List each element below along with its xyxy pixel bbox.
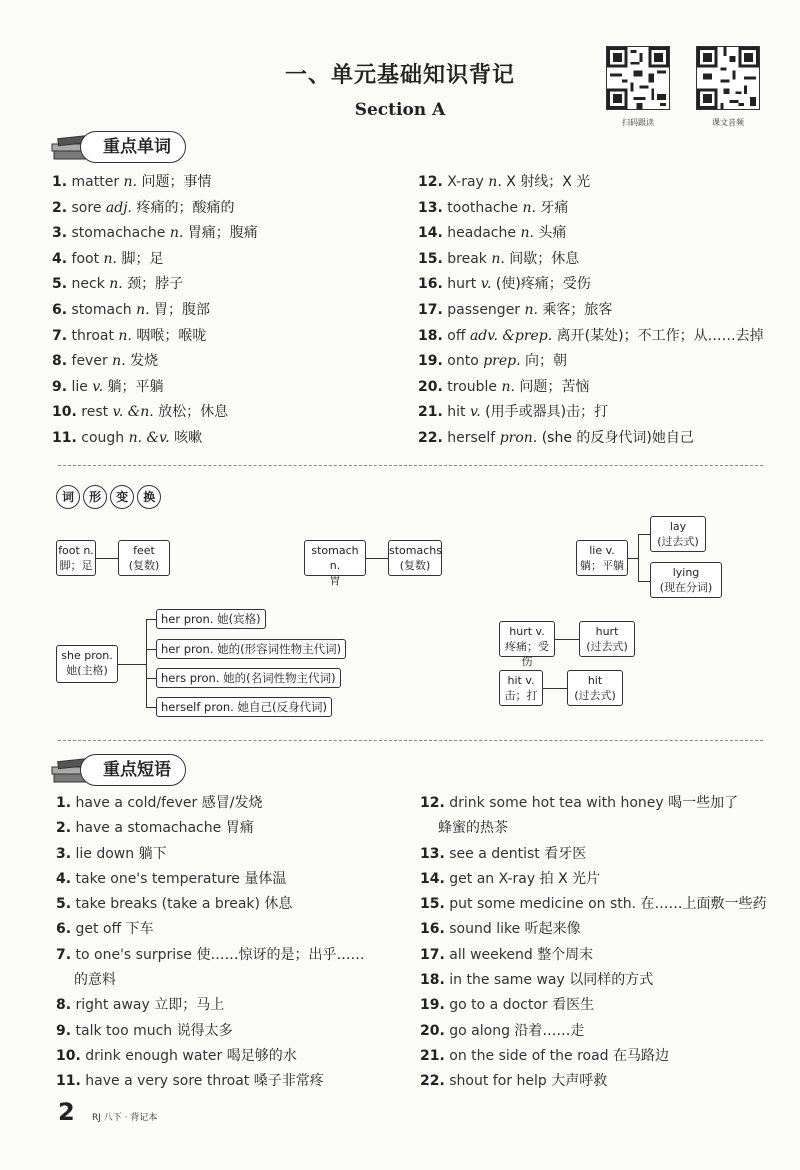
item-en: passenger: [447, 301, 521, 318]
section-divider: [58, 740, 763, 741]
item-num: 1.: [52, 174, 68, 190]
list-item: [418, 375, 764, 401]
item-num: 11.: [56, 1073, 81, 1090]
item-num: 22.: [420, 1073, 445, 1090]
form-lie-past-cn: (过去式): [657, 535, 699, 548]
form-hit-source-en: hit v.: [507, 674, 535, 687]
form-lie-source: [576, 540, 628, 576]
item-pos: n.: [123, 174, 138, 190]
item-num: 13.: [420, 845, 445, 862]
word-forms-char: 词: [56, 485, 80, 509]
form-hit-source-cn: 击；打: [504, 689, 538, 702]
form-lie-past: [650, 516, 706, 552]
item-cn: 脚；足: [121, 250, 164, 267]
item-num: 21.: [418, 404, 443, 421]
item-en: get off: [75, 921, 122, 938]
item-cn: 蜂蜜的热茶: [438, 820, 508, 837]
list-item: [420, 1069, 767, 1094]
item-cn: 量体温: [244, 870, 287, 887]
list-item: [418, 247, 764, 273]
item-num: 10.: [52, 404, 77, 421]
item-pos: v. &n.: [112, 404, 154, 421]
list-item: [420, 816, 767, 841]
list-item: [420, 1019, 767, 1044]
qr-code-text-audio[interactable]: [696, 46, 760, 110]
connector: [96, 558, 118, 559]
item-cn: 问题；苦恼: [519, 378, 590, 395]
form-foot-plural-cn: (复数): [128, 559, 160, 572]
item-num: 19.: [418, 353, 443, 370]
form-stomach-source-en: stomach n.: [311, 544, 359, 572]
item-cn: 咽喉；喉咙: [136, 327, 207, 344]
form-lie-past-en: lay: [669, 520, 687, 533]
form-hit-past-cn: (过去式): [574, 689, 616, 702]
item-pos: n.: [524, 301, 538, 318]
form-stomach-plural-en: stomachs: [389, 544, 442, 557]
list-item: [56, 816, 364, 841]
form-hurt-source: [499, 621, 555, 668]
item-cn: 离开(某处)；不工作；从……去掉: [556, 327, 764, 344]
item-num: 18.: [420, 972, 445, 989]
list-item: [56, 867, 364, 892]
item-num: 7.: [52, 327, 68, 344]
connector: [146, 619, 147, 708]
item-cn: 胃痛；腹痛: [187, 225, 258, 242]
item-en: sound like: [449, 921, 521, 938]
form-she-item-en: hers pron.: [161, 671, 220, 685]
word-forms-char: 换: [137, 485, 161, 509]
form-she-source-en: she pron.: [61, 649, 113, 662]
list-item: [52, 221, 258, 247]
item-num: 16.: [420, 921, 445, 938]
item-num: 14.: [420, 870, 445, 887]
item-cn: 躺；平躺: [107, 378, 164, 395]
item-en: headache: [447, 225, 516, 242]
form-foot-plural: [118, 540, 170, 576]
item-num: 9.: [52, 378, 68, 395]
item-num: 16.: [418, 276, 443, 293]
item-cn: 颈；脖子: [127, 276, 184, 293]
list-item: [56, 791, 364, 816]
list-item: [56, 917, 364, 942]
word-forms-char: 形: [83, 485, 107, 509]
list-item: [56, 1044, 364, 1069]
item-en: herself: [447, 429, 496, 446]
item-num: 1.: [56, 795, 72, 811]
item-num: 17.: [420, 946, 445, 963]
item-pos: prep.: [483, 353, 521, 370]
item-cn: (she 的反身代词)她自己: [541, 429, 694, 446]
item-pos: adv. &prep.: [469, 327, 553, 344]
item-en: have a stomachache: [75, 820, 222, 837]
item-cn: 胃痛: [225, 820, 254, 837]
connector: [638, 534, 650, 535]
connector: [146, 707, 156, 708]
item-en: trouble: [447, 378, 498, 395]
form-hurt-past-cn: (过去式): [586, 640, 628, 653]
item-num: 5.: [56, 896, 72, 913]
form-hurt-source-cn: 疼痛；受伤: [505, 640, 549, 668]
item-cn: 看牙医: [544, 845, 587, 862]
item-en: X-ray: [447, 174, 484, 190]
item-cn: X 射线；X 光: [506, 174, 591, 190]
item-en: drink some hot tea with honey: [449, 795, 664, 811]
item-cn: 嗓子非常疼: [253, 1073, 324, 1090]
list-item: [418, 298, 764, 324]
phrase-list-left: [56, 791, 364, 1095]
item-en: on the side of the road: [449, 1047, 609, 1064]
item-cn: 整个周末: [537, 946, 594, 963]
item-pos: n.: [109, 276, 123, 293]
connector: [366, 558, 388, 559]
list-item: [418, 272, 764, 298]
qr-right-caption: 课文音频: [712, 118, 744, 127]
item-cn: 感冒/发烧: [201, 795, 263, 811]
item-en: get an X-ray: [449, 870, 536, 887]
vocab-list-right: [418, 170, 764, 452]
item-cn: 使……惊讶的是；出乎……: [196, 946, 365, 963]
form-foot-source: [56, 540, 96, 576]
item-pos: pron.: [499, 429, 538, 446]
item-num: 12.: [418, 174, 443, 190]
list-item: [56, 1069, 364, 1094]
item-cn: 发烧: [130, 353, 159, 370]
form-she-item-en: her pron.: [161, 612, 214, 626]
page-number: 2: [58, 1098, 75, 1126]
item-cn: 疼痛的；酸痛的: [136, 199, 235, 216]
item-en: talk too much: [75, 1022, 173, 1039]
item-en: rest: [81, 404, 109, 421]
item-cn: 看医生: [552, 997, 595, 1014]
section-divider: [58, 465, 763, 466]
item-num: 12.: [420, 795, 445, 811]
item-en: in the same way: [449, 972, 565, 989]
item-en: shout for help: [449, 1073, 547, 1090]
form-she-reflexive: [156, 697, 332, 717]
item-cn: 问题；事情: [141, 174, 212, 190]
item-cn: 放松；休息: [158, 404, 229, 421]
list-item: [418, 426, 764, 452]
form-lie-participle-cn: (现在分词): [659, 581, 713, 594]
book-label: RJ 八下 · 背记本: [92, 1113, 158, 1123]
list-item: [52, 324, 258, 350]
form-she-item-en: herself pron.: [161, 700, 234, 714]
list-item: [52, 170, 258, 196]
item-en: throat: [71, 327, 114, 344]
connector: [555, 639, 579, 640]
list-item: [52, 272, 258, 298]
item-num: 2.: [56, 820, 72, 837]
item-num: 6.: [52, 301, 68, 318]
item-en: take breaks (take a break): [75, 896, 260, 913]
list-item: [52, 349, 258, 375]
form-stomach-plural: [388, 540, 442, 576]
list-item: [420, 993, 767, 1018]
list-item: [52, 196, 258, 222]
item-cn: 躺下: [138, 845, 167, 862]
item-num: 2.: [52, 199, 68, 216]
item-num: 4.: [56, 870, 72, 887]
form-she-source-cn: 她(主格): [66, 664, 108, 677]
item-cn: 下车: [125, 921, 154, 938]
item-cn: 喝足够的水: [226, 1047, 297, 1064]
item-cn: 立即；马上: [154, 997, 225, 1014]
list-item: [420, 968, 767, 993]
item-cn: 说得太多: [176, 1022, 233, 1039]
list-item: [420, 1044, 767, 1069]
item-pos: n.: [522, 199, 536, 216]
form-lie-source-en: lie v.: [589, 544, 615, 557]
item-cn: (用手或器具)击；打: [485, 404, 609, 421]
form-she-object: [156, 609, 266, 629]
item-en: to one's surprise: [75, 946, 193, 963]
form-she-item-cn: 她(宾格): [217, 612, 261, 626]
item-num: 15.: [418, 250, 443, 267]
item-cn: 拍 X 光片: [539, 870, 601, 887]
form-foot-plural-en: feet: [133, 544, 155, 557]
item-en: see a dentist: [449, 845, 540, 862]
form-she-item-cn: 她自己(反身代词): [237, 700, 327, 714]
item-cn: 乘客；旅客: [542, 301, 613, 318]
item-en: drink enough water: [85, 1047, 223, 1064]
item-pos: n. &v.: [128, 429, 170, 446]
form-hit-past: [567, 670, 623, 706]
item-en: off: [447, 327, 466, 344]
item-cn: 在马路边: [613, 1047, 670, 1064]
item-cn: 向；朝: [525, 353, 568, 370]
item-num: 21.: [420, 1047, 445, 1064]
list-item: [52, 375, 258, 401]
list-item: [420, 791, 767, 816]
connector: [146, 649, 156, 650]
item-en: sore: [71, 199, 102, 216]
item-cn: 咳嗽: [174, 429, 203, 446]
item-cn: 胃；腹部: [154, 301, 211, 318]
item-cn: 的意料: [74, 972, 116, 989]
item-num: 8.: [52, 353, 68, 370]
form-she-possessive-pron: [156, 668, 341, 688]
form-she-item-en: her pron.: [161, 642, 214, 656]
item-en: go to a doctor: [449, 997, 548, 1014]
list-item: [418, 400, 764, 426]
item-en: neck: [71, 276, 105, 293]
form-lie-participle-en: lying: [672, 566, 700, 579]
form-hit-source: [499, 670, 543, 706]
item-pos: v.: [92, 378, 104, 395]
list-item: [56, 1019, 364, 1044]
item-num: 15.: [420, 896, 445, 913]
item-pos: n.: [488, 174, 502, 190]
item-cn: 在……上面敷一些药: [640, 896, 767, 913]
item-pos: n.: [491, 250, 505, 267]
item-num: 18.: [418, 327, 443, 344]
item-en: foot: [71, 250, 100, 267]
item-en: stomachache: [71, 225, 166, 242]
item-num: 17.: [418, 301, 443, 318]
list-item: [56, 968, 364, 993]
page-title: 一、单元基础知识背记: [284, 63, 515, 88]
list-item: [418, 170, 764, 196]
item-en: right away: [75, 997, 150, 1014]
item-cn: (使)疼痛；受伤: [495, 276, 591, 293]
list-item: [56, 943, 364, 968]
form-stomach-source-cn: 胃: [329, 574, 341, 587]
form-stomach-source: [304, 540, 366, 587]
connector: [543, 688, 567, 689]
item-pos: adj.: [105, 199, 132, 216]
list-item: [418, 324, 764, 350]
item-num: 3.: [56, 845, 72, 862]
list-item: [52, 400, 258, 426]
item-num: 13.: [418, 199, 443, 216]
item-cn: 间歇；休息: [509, 250, 580, 267]
list-item: [56, 993, 364, 1018]
item-en: put some medicine on sth.: [449, 896, 637, 913]
form-lie-present-participle: [650, 562, 722, 598]
list-item: [52, 426, 258, 452]
form-lie-source-cn: 躺；平躺: [580, 559, 624, 572]
list-item: [420, 867, 767, 892]
phrase-section-label: 重点短语: [80, 754, 186, 786]
form-she-item-cn: 她的(名词性物主代词): [223, 671, 336, 685]
list-item: [56, 892, 364, 917]
list-item: [418, 221, 764, 247]
item-cn: 大声呼救: [551, 1073, 608, 1090]
connector: [638, 581, 650, 582]
word-forms-label: [56, 485, 159, 509]
item-num: 19.: [420, 997, 445, 1014]
connector: [146, 678, 156, 679]
qr-code-follow-reading[interactable]: [606, 46, 670, 110]
phrase-list-right: [420, 791, 767, 1095]
list-item: [420, 842, 767, 867]
page-subtitle: Section A: [354, 100, 446, 120]
item-en: hurt: [447, 276, 477, 293]
list-item: [418, 349, 764, 375]
item-en: fever: [71, 353, 108, 370]
form-hurt-source-en: hurt v.: [509, 625, 545, 638]
item-pos: v.: [469, 404, 481, 421]
item-en: take one's temperature: [75, 870, 240, 887]
item-en: hit: [447, 404, 466, 421]
form-hurt-past-en: hurt: [595, 625, 619, 638]
qr-left-caption: 扫码跟读: [622, 118, 654, 127]
list-item: [52, 247, 258, 273]
item-pos: v.: [480, 276, 492, 293]
list-item: [420, 943, 767, 968]
form-hurt-past: [579, 621, 635, 657]
item-en: cough: [81, 429, 125, 446]
item-en: lie down: [75, 845, 135, 862]
list-item: [56, 842, 364, 867]
list-item: [420, 892, 767, 917]
vocab-list-left: [52, 170, 258, 452]
item-num: 4.: [52, 250, 68, 267]
form-foot-source-en: foot n.: [58, 544, 94, 557]
item-num: 10.: [56, 1047, 81, 1064]
item-num: 22.: [418, 429, 443, 446]
item-cn: 牙痛: [540, 199, 569, 216]
item-cn: 休息: [264, 896, 293, 913]
connector: [638, 534, 639, 582]
item-en: have a cold/fever: [75, 795, 198, 811]
word-forms-char: 变: [110, 485, 134, 509]
item-cn: 以同样的方式: [569, 972, 654, 989]
item-num: 9.: [56, 1022, 72, 1039]
item-num: 11.: [52, 429, 77, 446]
connector: [118, 664, 146, 665]
item-num: 20.: [418, 378, 443, 395]
item-num: 7.: [56, 946, 72, 963]
list-item: [418, 196, 764, 222]
form-she-item-cn: 她的(形容词性物主代词): [217, 642, 342, 656]
item-pos: n.: [501, 378, 515, 395]
item-en: onto: [447, 353, 479, 370]
item-num: 5.: [52, 276, 68, 293]
item-cn: 听起来像: [524, 921, 581, 938]
item-num: 3.: [52, 225, 68, 242]
item-num: 20.: [420, 1022, 445, 1039]
vocab-section-label: 重点单词: [80, 131, 186, 163]
item-pos: n.: [112, 353, 126, 370]
item-en: go along: [449, 1022, 510, 1039]
list-item: [52, 298, 258, 324]
item-pos: n.: [103, 250, 117, 267]
list-item: [420, 917, 767, 942]
item-en: break: [447, 250, 487, 267]
item-en: lie: [71, 378, 88, 395]
item-pos: n.: [118, 327, 132, 344]
item-pos: n.: [520, 225, 534, 242]
item-cn: 喝一些加了: [668, 795, 739, 811]
item-pos: n.: [136, 301, 150, 318]
form-hit-past-en: hit: [587, 674, 603, 687]
form-she-possessive-adj: [156, 639, 346, 659]
item-en: stomach: [71, 301, 132, 318]
item-cn: 沿着……走: [514, 1022, 585, 1039]
form-foot-source-cn: 脚；足: [59, 559, 93, 572]
connector: [628, 558, 638, 559]
connector: [146, 619, 156, 620]
item-num: 6.: [56, 921, 72, 938]
item-en: have a very sore throat: [85, 1073, 250, 1090]
item-en: toothache: [447, 199, 519, 216]
item-en: all weekend: [449, 946, 533, 963]
item-num: 8.: [56, 997, 72, 1014]
item-pos: n.: [169, 225, 184, 242]
form-she-source: [56, 645, 118, 683]
form-stomach-plural-cn: (复数): [399, 559, 431, 572]
item-cn: 头痛: [538, 225, 567, 242]
item-en: matter: [71, 174, 120, 190]
item-num: 14.: [418, 225, 443, 242]
